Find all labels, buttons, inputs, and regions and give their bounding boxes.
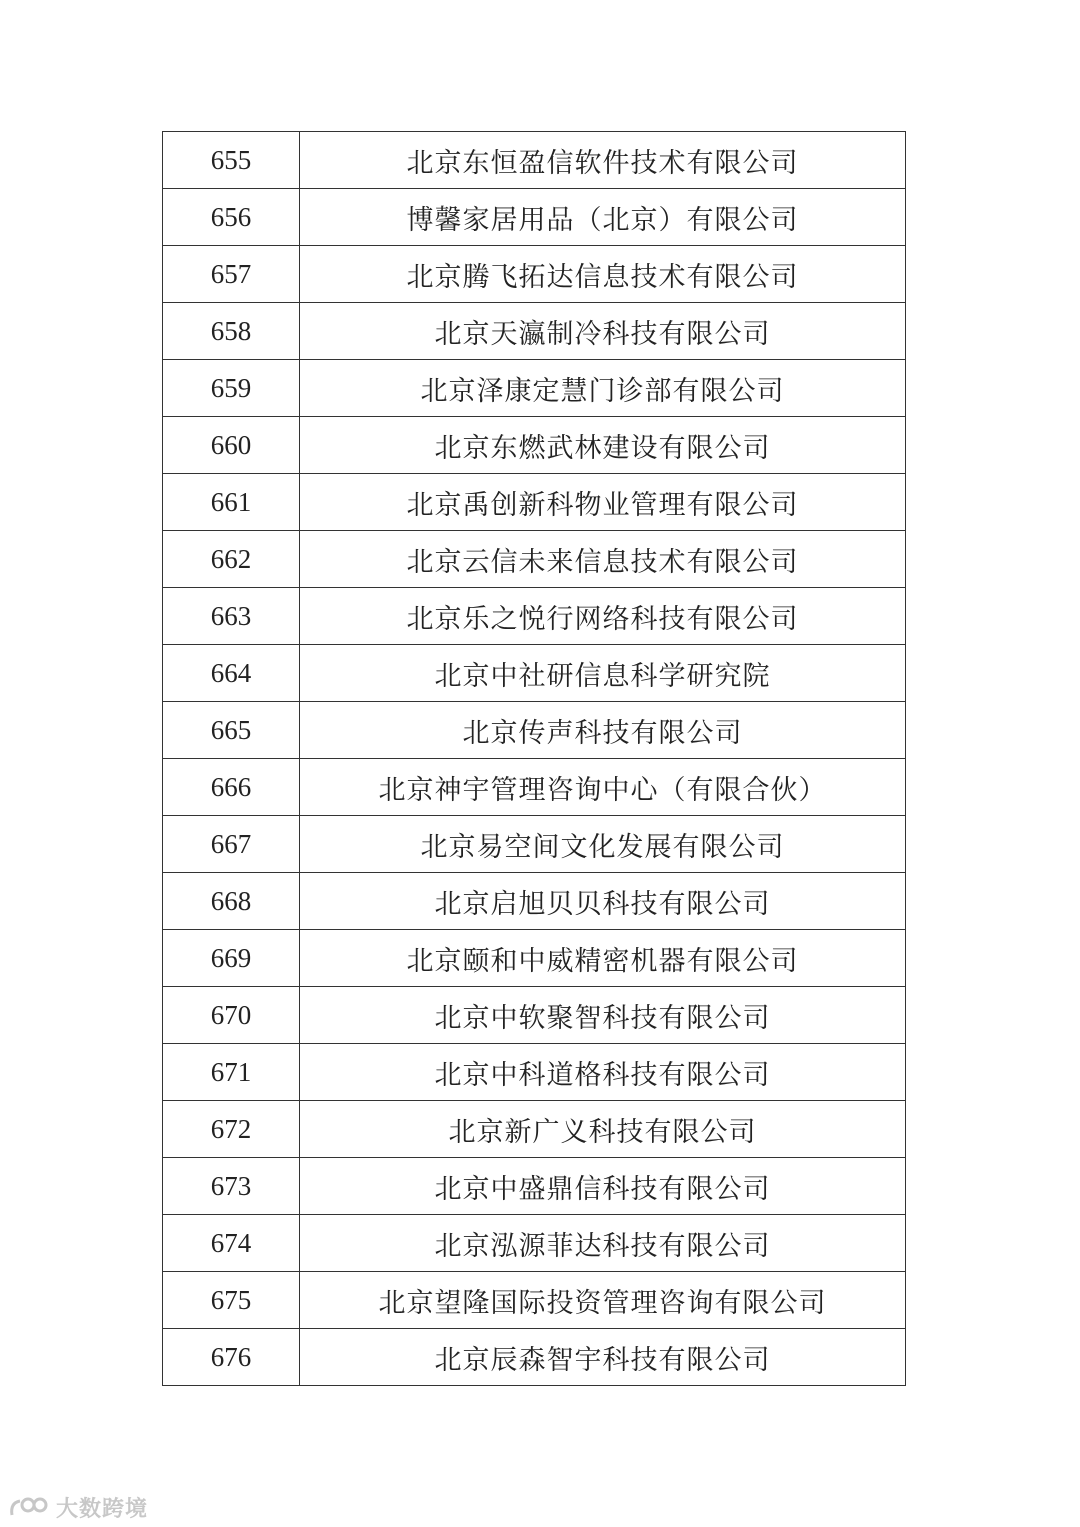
company-name-cell: 北京泽康定慧门诊部有限公司 <box>300 360 906 417</box>
table-row <box>163 1272 906 1329</box>
row-number-cell: 658 <box>163 303 300 360</box>
company-name-cell: 北京禹创新科物业管理有限公司 <box>300 474 906 531</box>
company-name-cell: 北京云信未来信息技术有限公司 <box>300 531 906 588</box>
company-name-cell: 北京启旭贝贝科技有限公司 <box>300 873 906 930</box>
company-name-cell: 北京中软聚智科技有限公司 <box>300 987 906 1044</box>
row-number-cell: 674 <box>163 1215 300 1272</box>
table-row <box>163 531 906 588</box>
table-row <box>163 246 906 303</box>
row-number-cell: 668 <box>163 873 300 930</box>
company-name-cell: 北京中社研信息科学研究院 <box>300 645 906 702</box>
company-name-cell: 北京中盛鼎信科技有限公司 <box>300 1158 906 1215</box>
company-name-cell: 北京望隆国际投资管理咨询有限公司 <box>300 1272 906 1329</box>
watermark-text: 大数跨境 <box>56 1497 149 1522</box>
row-number-cell: 660 <box>163 417 300 474</box>
company-name-cell: 北京乐之悦行网络科技有限公司 <box>300 588 906 645</box>
row-number-cell: 672 <box>163 1101 300 1158</box>
company-table <box>162 131 906 1386</box>
table-row <box>163 645 906 702</box>
company-name-cell: 博馨家居用品（北京）有限公司 <box>300 189 906 246</box>
table-row <box>163 474 906 531</box>
table-row <box>163 303 906 360</box>
row-number-cell: 656 <box>163 189 300 246</box>
row-number-cell: 666 <box>163 759 300 816</box>
company-table-body <box>163 132 906 1386</box>
company-name-cell: 北京东燃武林建设有限公司 <box>300 417 906 474</box>
row-number-cell: 663 <box>163 588 300 645</box>
brand-logo-icon <box>8 1495 50 1521</box>
row-number-cell: 671 <box>163 1044 300 1101</box>
row-number-cell: 676 <box>163 1329 300 1386</box>
row-number-cell: 659 <box>163 360 300 417</box>
table-row <box>163 759 906 816</box>
company-name-cell: 北京新广义科技有限公司 <box>300 1101 906 1158</box>
row-number-cell: 661 <box>163 474 300 531</box>
table-row <box>163 1044 906 1101</box>
row-number-cell: 655 <box>163 132 300 189</box>
row-number-cell: 675 <box>163 1272 300 1329</box>
table-row <box>163 987 906 1044</box>
table-row <box>163 132 906 189</box>
row-number-cell: 669 <box>163 930 300 987</box>
company-name-cell: 北京传声科技有限公司 <box>300 702 906 759</box>
company-name-cell: 北京辰森智宇科技有限公司 <box>300 1329 906 1386</box>
table-row <box>163 189 906 246</box>
row-number-cell: 673 <box>163 1158 300 1215</box>
company-name-cell: 北京泓源菲达科技有限公司 <box>300 1215 906 1272</box>
table-row <box>163 1329 906 1386</box>
row-number-cell: 665 <box>163 702 300 759</box>
company-name-cell: 北京东恒盈信软件技术有限公司 <box>300 132 906 189</box>
watermark <box>8 1492 148 1523</box>
row-number-cell: 667 <box>163 816 300 873</box>
table-row <box>163 930 906 987</box>
company-name-cell: 北京天瀛制冷科技有限公司 <box>300 303 906 360</box>
table-row <box>163 816 906 873</box>
table-row <box>163 588 906 645</box>
company-name-cell: 北京易空间文化发展有限公司 <box>300 816 906 873</box>
company-name-cell: 北京腾飞拓达信息技术有限公司 <box>300 246 906 303</box>
company-name-cell: 北京神宇管理咨询中心（有限合伙） <box>300 759 906 816</box>
table-row <box>163 1101 906 1158</box>
table-row <box>163 417 906 474</box>
row-number-cell: 657 <box>163 246 300 303</box>
table-row <box>163 702 906 759</box>
company-name-cell: 北京颐和中威精密机器有限公司 <box>300 930 906 987</box>
table-row <box>163 873 906 930</box>
row-number-cell: 664 <box>163 645 300 702</box>
row-number-cell: 662 <box>163 531 300 588</box>
table-row <box>163 360 906 417</box>
table-row <box>163 1158 906 1215</box>
company-name-cell: 北京中科道格科技有限公司 <box>300 1044 906 1101</box>
table-row <box>163 1215 906 1272</box>
row-number-cell: 670 <box>163 987 300 1044</box>
